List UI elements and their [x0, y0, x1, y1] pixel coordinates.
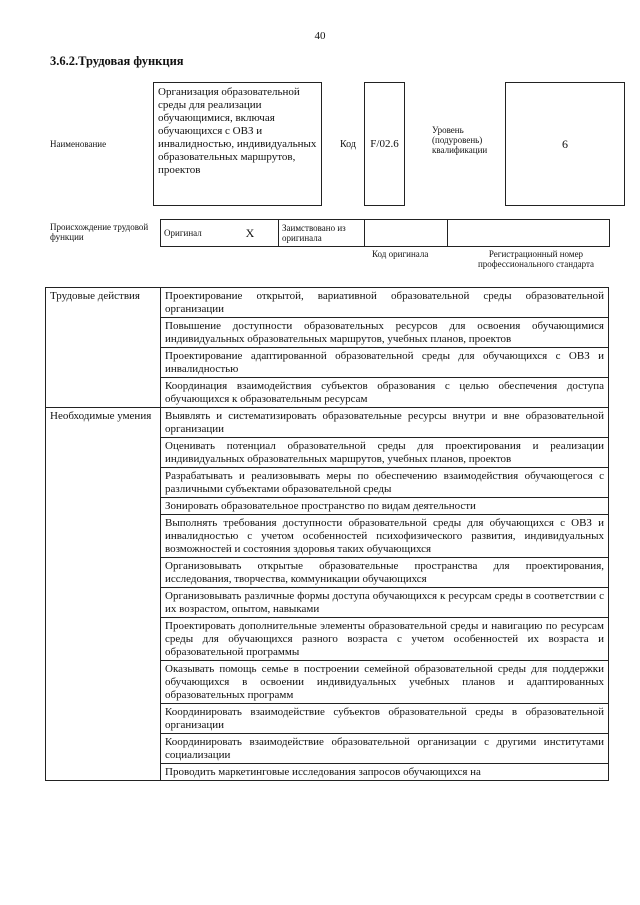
original-code-cell — [365, 220, 448, 247]
required-skills-item: Проводить маркетинговые исследования запросов обучающихся на — [161, 764, 609, 781]
labor-actions-item: Координация взаимодействия субъектов образования с целью обеспечения доступа обучающихся к образовательным ресурсам — [161, 378, 609, 408]
page-number: 40 — [314, 30, 326, 42]
original-mark: X — [222, 220, 279, 247]
required-skills-item: Выявлять и систематизировать образовательные ресурсы внутри и вне образовательной организации — [161, 408, 609, 438]
labor-actions-item: Проектирование адаптированной образовательной среды для обучающихся с ОВЗ и инвалидностью — [161, 348, 609, 378]
required-skills-item: Оценивать потенциал образовательной среды для проектирования и реализации индивидуальных образовательных маршрутов, учебных планов, проектов — [161, 438, 609, 468]
function-name-box — [153, 82, 322, 206]
reg-number-cell — [448, 220, 610, 247]
origin-table — [160, 219, 610, 247]
required-skills-row — [46, 408, 609, 438]
code-label: Код — [340, 139, 356, 150]
required-skills-item: Выполнять требования доступности образовательной среды для обучающихся с ОВЗ и инвалидностью с учетом особенностей психофизического развития, индивидуальных возможностей и состояния здоровья таких обучающихся — [161, 515, 609, 558]
required-skills-item: Проектировать дополнительные элементы образовательной среды и навигацию по ресурсам среды для обучающихся разного возраста с учетом особенностей их возраста и образовательной программы — [161, 618, 609, 661]
section-title: 3.6.2.Трудовая функция — [50, 54, 184, 68]
required-skills-item: Зонировать образовательное пространство по видам деятельности — [161, 498, 609, 515]
original-code-caption: Код оригинала — [372, 249, 429, 259]
labor-actions-item: Проектирование открытой, вариативной образовательной среды образовательной организации — [161, 288, 609, 318]
name-label: Наименование — [50, 139, 107, 149]
function-details-table — [45, 287, 609, 781]
reg-number-caption: Регистрационный номер профессионального стандарта — [477, 249, 595, 269]
required-skills-item: Координировать взаимодействие субъектов образовательной среды в образовательной организации — [161, 704, 609, 734]
required-skills-item: Разрабатывать и реализовывать меры по обеспечению взаимодействия обучающегося с различными субъектами образовательной среды — [161, 468, 609, 498]
required-skills-item: Организовывать открытые образовательные пространства для проектирования, исследования, творчества, коммуникации обучающихся — [161, 558, 609, 588]
code-box — [364, 82, 405, 206]
required-skills-item: Организовывать различные формы доступа обучающихся к ресурсам среды в соответствии с их возрастом, опытом, навыками — [161, 588, 609, 618]
level-value: 6 — [562, 136, 568, 151]
required-skills-category: Необходимые умения — [46, 408, 161, 781]
labor-actions-category: Трудовые действия — [46, 288, 161, 408]
labor-actions-row — [46, 288, 609, 318]
required-skills-item: Координировать взаимодействие образовательной организации с другими институтами социализации — [161, 734, 609, 764]
level-label: Уровень (подуровень) квалификации — [432, 125, 488, 155]
origin-label: Происхождение трудовой функции — [50, 222, 149, 242]
labor-actions-item: Повышение доступности образовательных ресурсов для освоения обучающимися индивидуальных образовательных маршрутов, учебных планов, проектов — [161, 318, 609, 348]
level-box — [505, 82, 625, 206]
original-label: Оригинал — [161, 220, 223, 247]
borrowed-label: Заимствовано из оригинала — [279, 220, 365, 247]
code-value: F/02.6 — [370, 138, 399, 150]
required-skills-item: Оказывать помощь семье в построении семейной образовательной среды для поддержки обучающихся в освоении индивидуальных учебных планов и адаптированных образовательных программ — [161, 661, 609, 704]
function-name: Организация образовательной среды для реализации обучающимися, включая обучающихся с ОВЗ и инвалидностью, индивидуальных образовательных маршрутов, проектов — [158, 86, 317, 176]
